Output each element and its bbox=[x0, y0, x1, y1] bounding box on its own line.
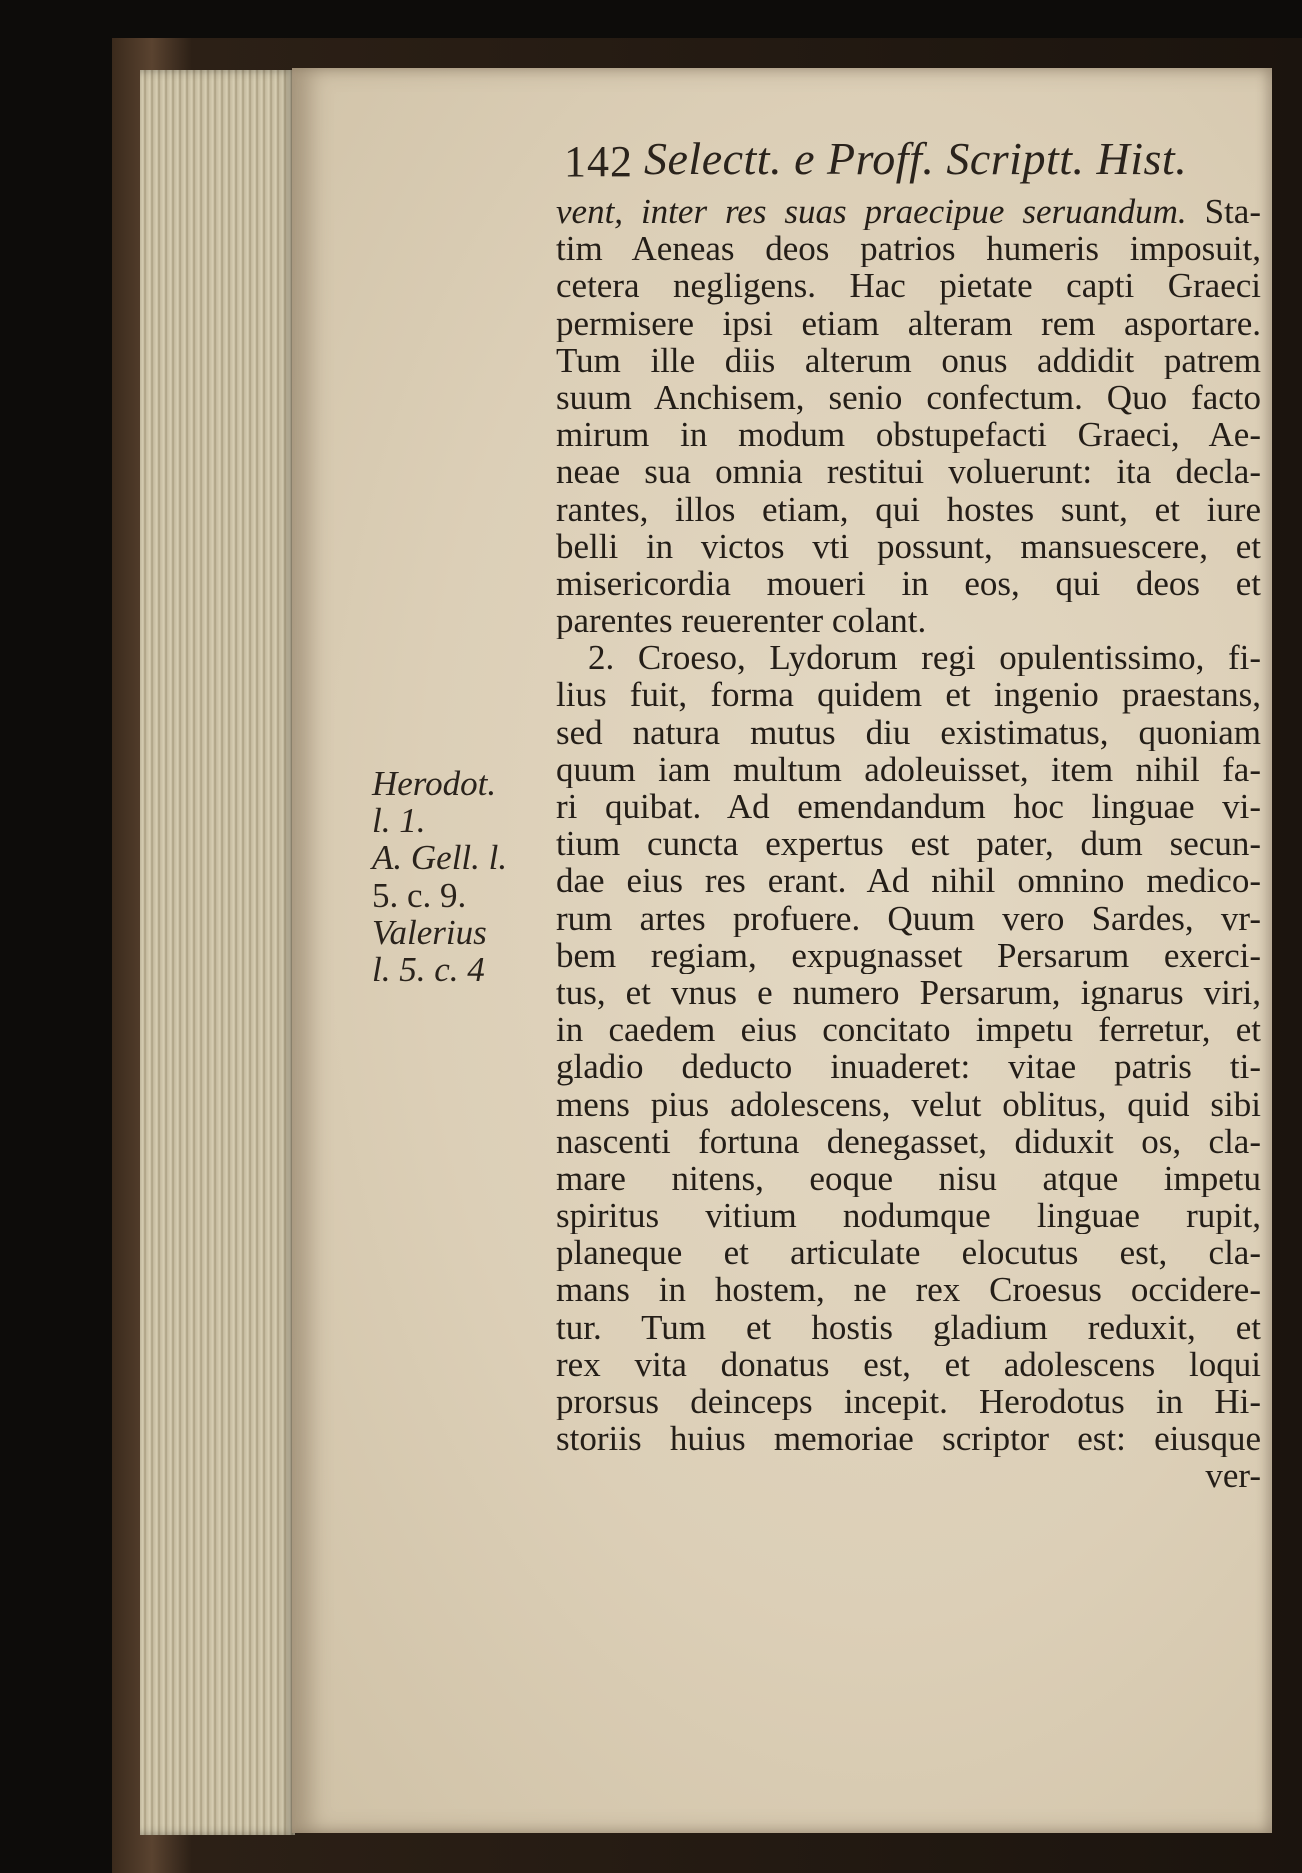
text-line: ri quibat. Ad emendandum hoc linguae vi- bbox=[556, 788, 1261, 826]
margin-note: A. Gell. l. bbox=[372, 838, 508, 878]
italic-phrase: vent, inter res suas praecipue seruandum. bbox=[556, 193, 1187, 231]
text-line: mens pius adolescens, velut oblitus, quid sibi bbox=[556, 1085, 1261, 1123]
page-edges bbox=[140, 70, 295, 1835]
text-line: rantes, illos etiam, qui hostes sunt, et iure bbox=[556, 490, 1261, 528]
page-number: 142 bbox=[564, 137, 633, 186]
text-line: bem regiam, expugnasset Persarum exerci- bbox=[556, 936, 1261, 974]
margin-note: Valerius bbox=[372, 912, 487, 952]
text-line: quum iam multum adoleuisset, item nihil fa- bbox=[556, 750, 1261, 788]
text-line bbox=[556, 193, 1261, 230]
text-line: gladio deducto inuaderet: vitae patris ti- bbox=[556, 1048, 1261, 1086]
running-title: Selectt. e Proff. Scriptt. Hist. bbox=[644, 133, 1188, 184]
text-line: tur. Tum et hostis gladium reduxit, et bbox=[556, 1308, 1261, 1346]
body-text bbox=[556, 193, 1261, 1495]
text-line: Tum ille diis alterum onus addidit patrem bbox=[556, 341, 1261, 379]
margin-note: l. 5. c. 4 bbox=[372, 949, 485, 989]
text-line: nascenti fortuna denegasset, diduxit os, cla- bbox=[556, 1122, 1261, 1160]
text-line: prorsus deinceps incepit. Herodotus in Hi- bbox=[556, 1383, 1261, 1421]
text-line: suum Anchisem, senio confectum. Quo facto bbox=[556, 378, 1261, 417]
text-line: mare nitens, eoque nisu atque impetu bbox=[556, 1159, 1261, 1198]
text-line: spiritus vitium nodumque linguae rupit, bbox=[556, 1197, 1261, 1235]
text-line: sed natura mutus diu existimatus, quoniam bbox=[556, 713, 1261, 751]
margin-note: l. 1. bbox=[372, 801, 426, 841]
text-line: 2. Croeso, Lydorum regi opulentissimo, fi- bbox=[588, 639, 1261, 677]
text-line: tium cuncta expertus est pater, dum secun- bbox=[556, 825, 1261, 863]
text-line: tim Aeneas deos patrios humeris imposuit, bbox=[556, 230, 1261, 268]
page-header bbox=[564, 128, 1264, 198]
text-line: storiis huius memoriae scriptor est: eiusque bbox=[556, 1420, 1261, 1458]
text-line: tus, et vnus e numero Persarum, ignarus viri, bbox=[556, 973, 1261, 1012]
text-line: belli in victos vti possunt, mansuescere, et bbox=[556, 527, 1261, 565]
text-line: rum artes profuere. Quum vero Sardes, vr- bbox=[556, 899, 1261, 937]
margin-note: Herodot. bbox=[372, 764, 497, 803]
text-line: neae sua omnia restitui voluerunt: ita decla- bbox=[556, 453, 1261, 491]
text-line: parentes reuerenter colant. bbox=[556, 602, 927, 640]
text-line: dae eius res erant. Ad nihil omnino medico- bbox=[556, 862, 1261, 900]
text-line: permisere ipsi etiam alteram rem asportare. bbox=[556, 304, 1261, 342]
margin-notes bbox=[372, 765, 547, 988]
margin-note: 5. c. 9. bbox=[372, 875, 467, 915]
catchword: ver- bbox=[1205, 1457, 1261, 1495]
text-line: planeque et articulate elocutus est, cla- bbox=[556, 1234, 1261, 1272]
text-line: mirum in modum obstupefacti Graeci, Ae- bbox=[556, 416, 1261, 454]
text-line: in caedem eius concitato impetu ferretur, et bbox=[556, 1011, 1261, 1049]
text-line: cetera negligens. Hac pietate capti Graeci bbox=[556, 267, 1261, 305]
line-continuation: Sta- bbox=[1186, 193, 1261, 231]
text-line: mans in hostem, ne rex Croesus occidere- bbox=[556, 1271, 1261, 1309]
text-line: lius fuit, forma quidem et ingenio praestans, bbox=[556, 676, 1261, 714]
book-page bbox=[292, 68, 1272, 1833]
text-line: rex vita donatus est, et adolescens loqui bbox=[556, 1345, 1261, 1383]
text-line: misericordia moueri in eos, qui deos et bbox=[556, 564, 1261, 603]
